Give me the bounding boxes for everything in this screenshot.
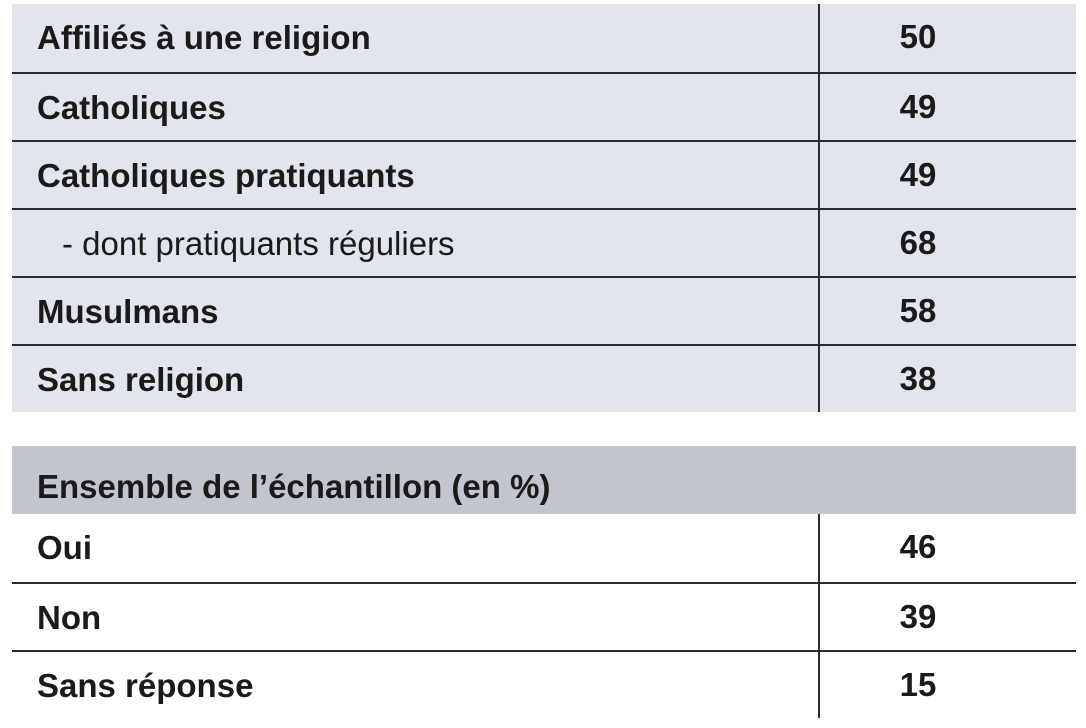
table-row-catholiques-pratiquants [12,140,1076,208]
row-label: Sans réponse [37,667,254,704]
row-value: 15 [818,652,1076,718]
row-value: 38 [818,346,1076,412]
row-label: Musulmans [37,293,219,330]
row-value: 49 [818,74,1076,140]
row-value: 50 [818,4,1076,72]
table-row-affilies [12,4,1076,72]
table-row-oui [12,514,1076,582]
row-label: Oui [37,529,92,566]
row-value: 68 [818,210,1076,276]
row-label: Sans religion [37,361,245,398]
row-label: Catholiques pratiquants [37,157,415,194]
row-value: 46 [818,514,1076,582]
table-row-non [12,582,1076,650]
section-header-label: Ensemble de l’échantillon (en %) [37,468,551,505]
table-row-sans-reponse [12,650,1076,718]
row-label: Non [37,599,102,636]
sample-section-header [12,446,1076,514]
table-row-pratiquants-reguliers [12,208,1076,276]
row-label: - dont pratiquants réguliers [62,225,455,262]
row-value: 49 [818,142,1076,208]
religion-table [12,4,1076,412]
row-value: 58 [818,278,1076,344]
row-label: Catholiques [37,89,226,126]
row-value: 39 [818,584,1076,650]
table-row-sans-religion [12,344,1076,412]
row-label: Affiliés à une religion [37,19,371,56]
table-row-musulmans [12,276,1076,344]
sample-table [12,514,1076,718]
table-row-catholiques [12,72,1076,140]
